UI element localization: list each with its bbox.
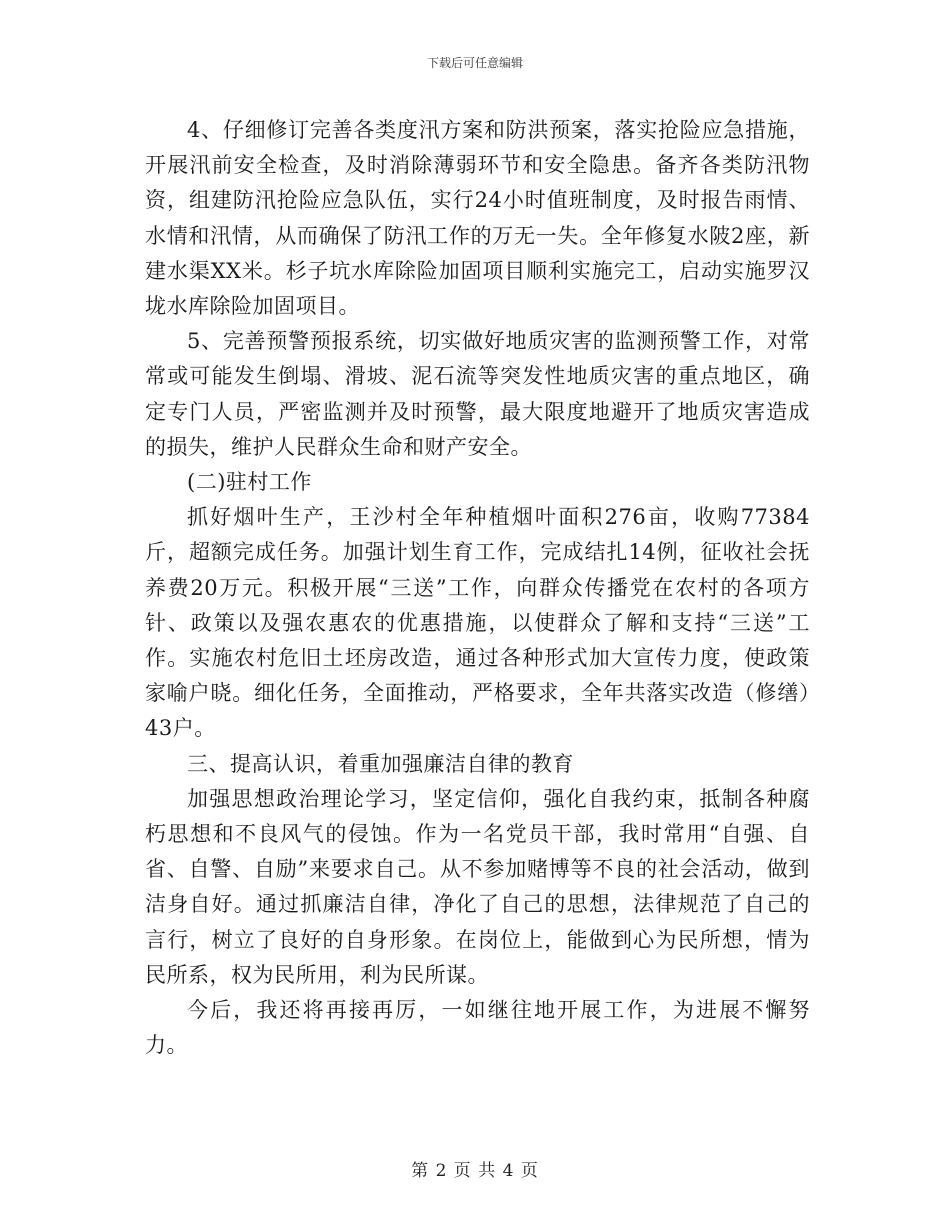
section-heading-integrity-education: 三、提高认识，着重加强廉洁自律的教育: [187, 751, 574, 776]
paragraph-conclusion: 今后，我还将再接再厉，一如继往地开展工作，为进展不懈努力。: [145, 998, 810, 1058]
paragraph-integrity-education: 加强思想政治理论学习，坚定信仰，强化自我约束，抵制各种腐朽思想和不良风气的侵蚀。作为一名党员干部，我时常用“自强、自省、自警、自励”来要求自己。从不参加赌博等不良的社会活动，做到洁身自好。通过抓廉洁自律，净化了自己的思想，法律规范了自己的言行，树立了良好的自身形象。在岗位上，能做到心为民所想，情为民所系，权为民所用，利为民所谋。: [145, 786, 810, 987]
document-body: [145, 113, 810, 1063]
paragraph-flood-prevention: 4、仔细修订完善各类度汛方案和防洪预案，落实抢险应急措施，开展汛前安全检查，及时消除薄弱环节和安全隐患。备齐各类防汛物资，组建防汛抢险应急队伍，实行24小时值班制度，及时报告雨情、水情和汛情，从而确保了防汛工作的万无一失。全年修复水陂2座，新建水渠XX米。杉子坑水库除险加固项目顺利实施完工，启动实施罗汉垅水库除险加固项目。: [145, 118, 810, 319]
paragraph-village-work: 抓好烟叶生产，王沙村全年种植烟叶面积276亩，收购77384斤，超额完成任务。加强计划生育工作，完成结扎14例，征收社会抚养费20万元。积极开展“三送”工作，向群众传播党在农村的各项方针、政策以及强农惠农的优惠措施，以使群众了解和支持“三送”工作。实施农村危旧土坯房改造，通过各种形式加大宣传力度，使政策家喻户晓。细化任务，全面推动，严格要求，全年共落实改造（修缮）43户。: [145, 505, 810, 741]
page-number: 第 2 页 共 4 页: [411, 1161, 539, 1181]
header-note: 下载后可任意编辑: [426, 56, 523, 70]
section-heading-village-work: (二)驻村工作: [187, 470, 312, 495]
paragraph-geological-warning: 5、完善预警预报系统，切实做好地质灾害的监测预警工作，对常常或可能发生倒塌、滑坡、泥石流等突发性地质灾害的重点地区，确定专门人员，严密监测并及时预警，最大限度地避开了地质灾害造成的损失，维护人民群众生命和财产安全。: [145, 329, 810, 459]
